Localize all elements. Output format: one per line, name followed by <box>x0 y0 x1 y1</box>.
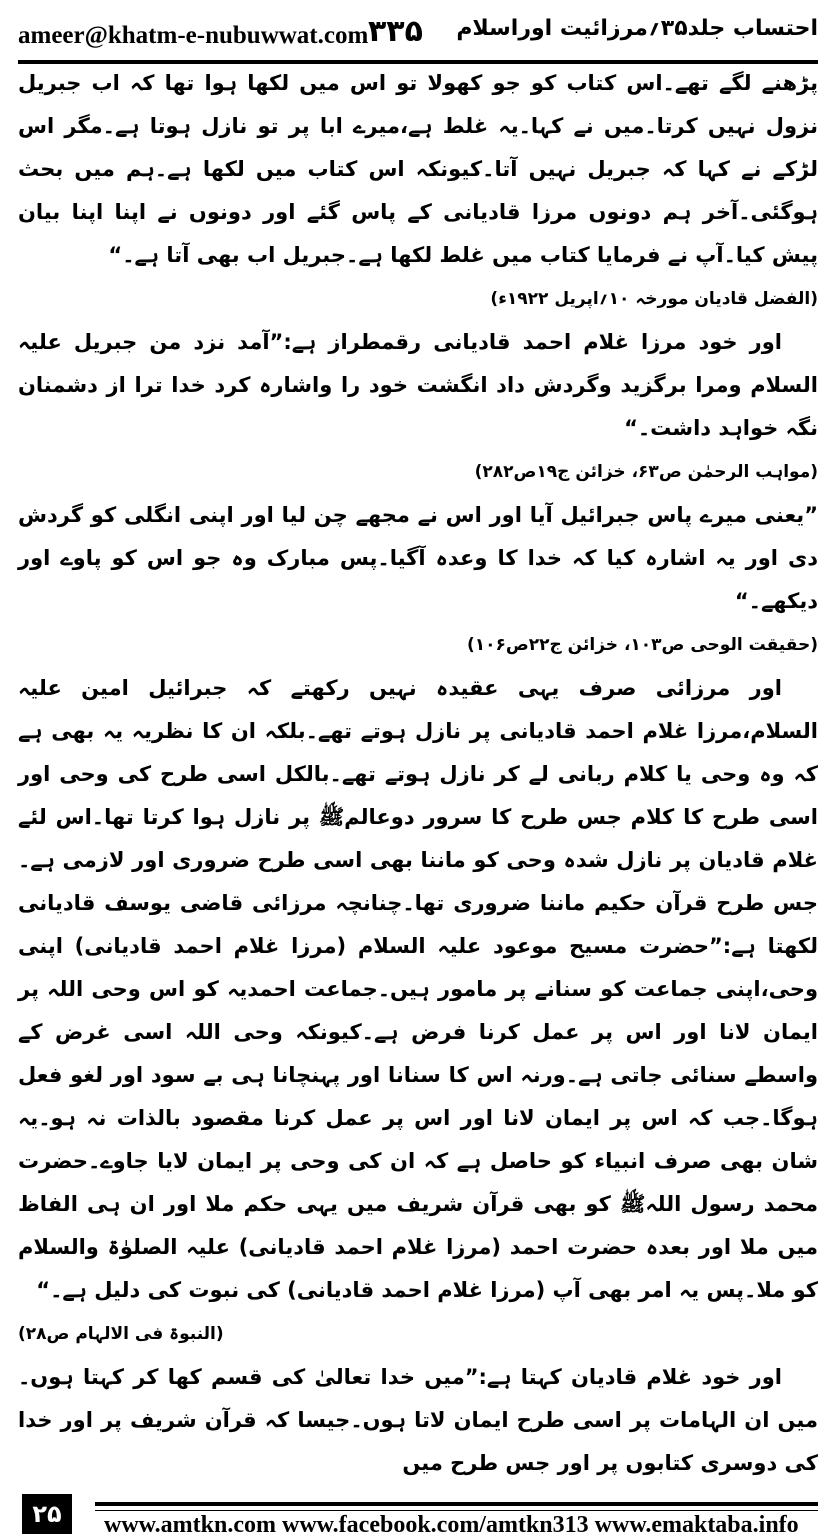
footer-divider-thick <box>95 1502 818 1506</box>
page-header <box>0 0 840 60</box>
reference-2: (مواہب الرحمٰن ص۶۳، خزائن ج۱۹ص۲۸۲) <box>474 462 818 482</box>
footer-websites: www.amtkn.com www.facebook.com/amtkn313 www.emaktaba.info <box>104 1512 799 1538</box>
reference-1: (الفضل قادیان مورخہ ۱۰؍اپریل ۱۹۲۲ء) <box>490 289 818 309</box>
header-page-number: ۳۳۵ <box>368 14 423 49</box>
header-book-title: احتساب جلد۳۵؍مرزائیت اوراسلام <box>456 16 818 41</box>
footer-divider-thin <box>95 1510 818 1511</box>
header-email: ameer@khatm-e-nubuwwat.com <box>18 22 369 49</box>
reference-3: (حقیقت الوحی ص۱۰۳، خزائن ج۲۲ص۱۰۶) <box>466 635 818 655</box>
footer-page-number: ۲۵ <box>22 1494 72 1534</box>
paragraph-2: اور خود مرزا غلام احمد قادیانی رقمطراز ہے:”آمد نزد من جبریل علیہ السلام ومرا برگزید وگردش داد انگشت خود را واشارہ کرد خدا ترا از دشمنان نگہ خواہد داشت۔“ <box>18 330 818 440</box>
paragraph-1: پڑھنے لگے تھے۔اس کتاب کو جو کھولا تو اس میں لکھا ہوا تھا کہ اب جبریل نزول نہیں کرتا۔میں نے کہا۔یہ غلط ہے،میرے ابا پر تو نازل ہوتا ہے۔مگر اس لڑکے نے کہا کہ جبریل نہیں آتا۔کیونکہ اس کتاب میں لکھا ہے۔ہم میں بحث ہوگئی۔آخر ہم دونوں مرزا قادیانی کے پاس گئے اور دونوں نے اپنا اپنا بیان پیش کیا۔آپ نے فرمایا کتاب میں غلط لکھا ہے۔جبریل اب بھی آتا ہے۔“ <box>18 71 818 267</box>
page-footer <box>0 1488 840 1540</box>
page-body <box>18 62 818 1485</box>
paragraph-4: اور مرزائی صرف یہی عقیدہ نہیں رکھتے کہ جبرائیل امین علیہ السلام،مرزا غلام احمد قادیانی پر نازل ہوتے تھے۔بلکہ ان کا نظریہ یہ بھی ہے کہ وہ وحی یا کلام ربانی لے کر نازل ہوتے تھے۔بالکل اسی طرح کی وحی اور اسی طرح کا کلام جس طرح کا سرور دوعالمﷺ پر نازل ہوا کرتا تھا۔اس لئے غلام قادیان پر نازل شدہ وحی کو ماننا بھی اسی طرح ضروری اور لازمی ہے۔جس طرح قرآن حکیم ماننا ضروری تھا۔چنانچہ مرزائی قاضی یوسف قادیانی لکھتا ہے:”حضرت مسیح موعود علیہ السلام (مرزا غلام احمد قادیانی) اپنی وحی،اپنی جماعت کو سنانے پر مامور ہیں۔جماعت احمدیہ کو اس وحی اللہ پر ایمان لانا اور اس پر عمل کرنا فرض ہے۔کیونکہ وحی اللہ اسی غرض کے واسطے سنائی جاتی ہے۔ورنہ اس کا سنانا اور پہنچانا ہی بے سود اور لغو فعل ہوگا۔جب کہ اس پر ایمان لانا اور اس پر عمل کرنا مقصود بالذات نہ ہو۔یہ شان بھی صرف انبیاء کو حاصل ہے کہ ان کی وحی پر ایمان لایا جاوے۔حضرت محمد رسول اللہﷺ کو بھی قرآن شریف میں یہی حکم ملا اور ان ہی الفاظ میں ملا اور بعدہ حضرت احمد (مرزا غلام احمد قادیانی) علیہ الصلوٰۃ والسلام کو ملا۔پس یہ امر بھی آپ (مرزا غلام احمد قادیانی) کی نبوت کی دلیل ہے۔“ <box>18 676 818 1302</box>
paragraph-3: ”یعنی میرے پاس جبرائیل آیا اور اس نے مجھے چن لیا اور اپنی انگلی کو گردش دی اور یہ اشارہ کیا کہ خدا کا وعدہ آگیا۔پس مبارک وہ جو اس کو پاوے اور دیکھے۔“ <box>18 503 818 613</box>
reference-4: (النبوۃ فی الالہام ص۲۸) <box>18 1324 224 1344</box>
paragraph-5: اور خود غلام قادیان کہتا ہے:”میں خدا تعالیٰ کی قسم کھا کر کہتا ہوں۔میں ان الہامات پر اسی طرح ایمان لاتا ہوں۔جیسا کہ قرآن شریف پر اور خدا کی دوسری کتابوں پر اور جس طرح میں <box>18 1365 818 1475</box>
